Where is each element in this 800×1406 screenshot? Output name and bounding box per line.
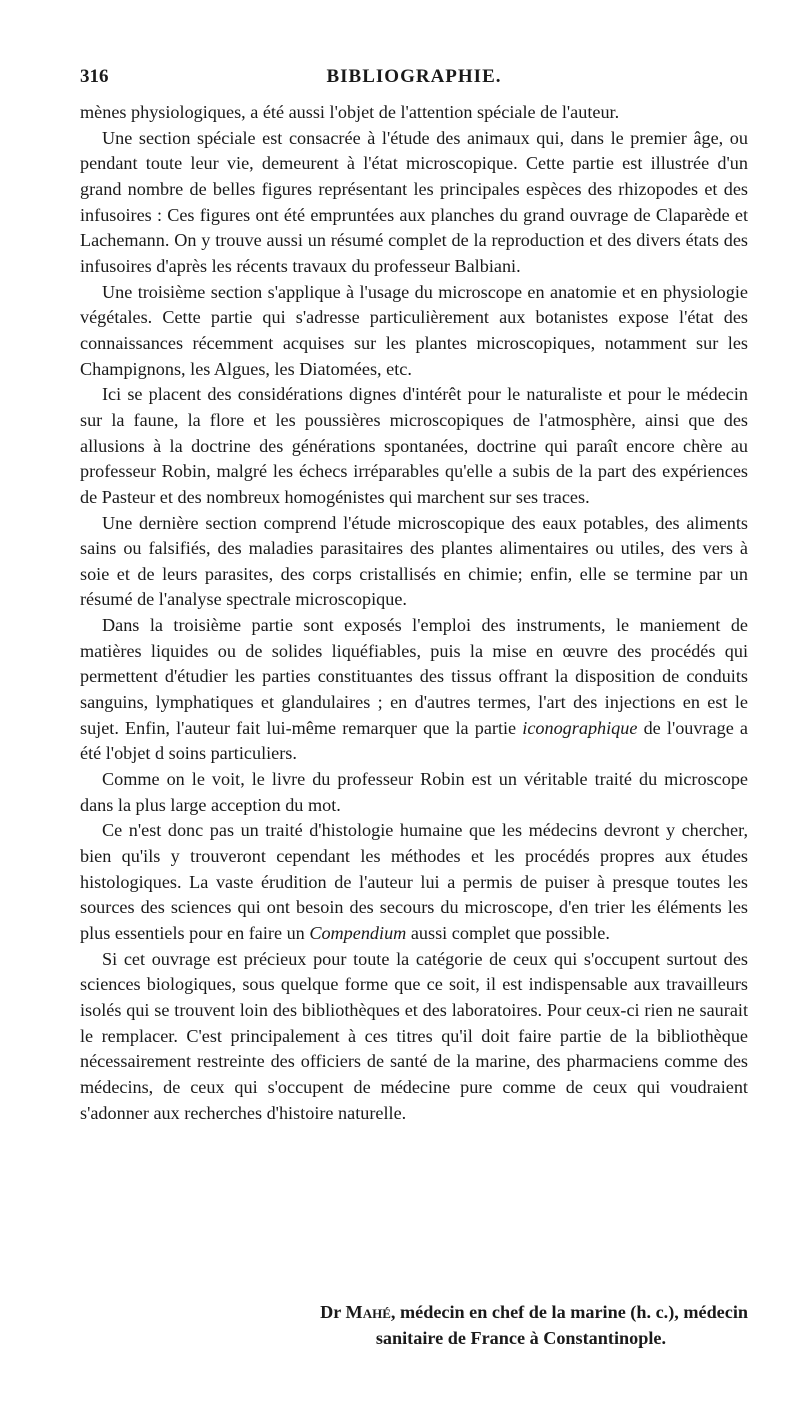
paragraph-6 [80,613,748,767]
signature-line-1-rest: , médecin en chef de la marine (h. c.), médecin [390,1302,748,1322]
signature-line-2: sanitaire de France à Constantinople. [375,1327,666,1348]
paragraph-2: Une section spéciale est consacrée à l'étude des animaux qui, dans le premier âge, ou pendant toute leur vie, demeurent à l'état microscopique. Cette partie est illustrée d'un grand nombre de belles figures représentant les principales espèces des rhizopodes et des infusoires : Ces figures ont été empruntées aux planches du grand ouvrage de Claparède et Lachemann. On y trouve aussi un résumé complet de la reproduction et des divers états des infusoires d'après les récents travaux du professeur Balbiani. [80,127,748,276]
paragraph-8 [80,818,748,946]
signature-block [80,1300,748,1351]
paragraph-1: mènes physiologiques, a été aussi l'objet de l'attention spéciale de l'auteur. [80,102,620,122]
emphasis-compendium: Compendium [309,923,407,943]
page-header [80,66,748,94]
paragraph-7: Comme on le voit, le livre du professeur Robin est un véritable traité du microscope dans la plus large acception du mot. [80,769,748,815]
paragraph-8-text-b: aussi complet que possible. [406,923,610,943]
paragraph-9: Si cet ouvrage est précieux pour toute la catégorie de ceux qui s'occupent surtout des sciences biologiques, sous quelque forme que ce soit, il est indispensable aux travailleurs isolés qui se trouvent loin des bibliothèques et des laboratoires. Pour ceux-ci rien ne saurait le remplacer. C'est principalement à ces titres qu'il doit faire partie de la bibliothèque nécessairement restreinte des officiers de santé de la marine, des pharmaciens comme des médecins, de ceux qui s'occupent de médecine pure comme de ceux qui voudraient s'adonner aux recherches d'histoire naturelle. [80,948,748,1123]
emphasis-iconographique: iconographique [522,717,638,738]
article-body [80,100,748,1126]
paragraph-4: Ici se placent des considérations dignes d'intérêt pour le naturaliste et pour le médecin sur la faune, la flore et les poussières microscopiques de l'atmosphère, ainsi que des allusions à la doctrine des générations spontanées, doctrine qui paraît encore chère au professeur Robin, malgré les échecs irréparables qu'elle a subis de la part des expériences de Pasteur et des nombreux homogénistes qui marchent sur ses traces. [80,384,748,507]
paragraph-3: Une troisième section s'applique à l'usage du microscope en anatomie et en physiologie végétales. Cette partie qui s'adresse particulièrement aux botanistes expose l'état des connaissances récemment acquises sur les plantes microscopiques, notamment sur les Champignons, les Algues, les Diatomées, etc. [80,281,748,379]
page-number: 316 [80,66,109,87]
paragraph-6-text-a: Dans la troisième partie sont exposés l'emploi des instruments, le maniement de matières liquides ou de solides liquéfiables, puis la mise en œuvre des procédés qui permettent d'étudier les parties constituantes des tissus offrant la disposition de conduits sanguins, lymphatiques et glandulaires ; en d'autres termes, l'art des injections en est le sujet. Enfin, l'auteur fait lui-même remarquer que la partie [80,615,748,738]
paragraph-5: Une dernière section comprend l'étude microscopique des eaux potables, des aliments sains ou falsifiés, des maladies parasitaires des plantes alimentaires ou utiles, des vers à soie et de leurs parasites, des corps cristallisés en chimie; enfin, elle se termine par un résumé de l'analyse spectrale microscopique. [80,512,748,610]
signature-name: Mahé [345,1302,391,1322]
signature-line-1 [80,1300,748,1326]
paragraph-8-text-a: Ce n'est donc pas un traité d'histologie humaine que les médecins devront y chercher, bien qu'ils y trouveront cependant les méthodes et les procédés propres aux études histologiques. La vaste érudition de l'auteur lui a permis de puiser à presque toutes les sources des sciences qui ont besoin des secours du microscope, d'en trier les éléments les plus essentiels pour en faire un [80,820,748,943]
signature-title: Dr [320,1302,341,1322]
running-title: BIBLIOGRAPHIE. [326,66,502,87]
paragraph-6-text-b: de l'ouvrage a été l'objet d soins particuliers. [80,717,748,764]
